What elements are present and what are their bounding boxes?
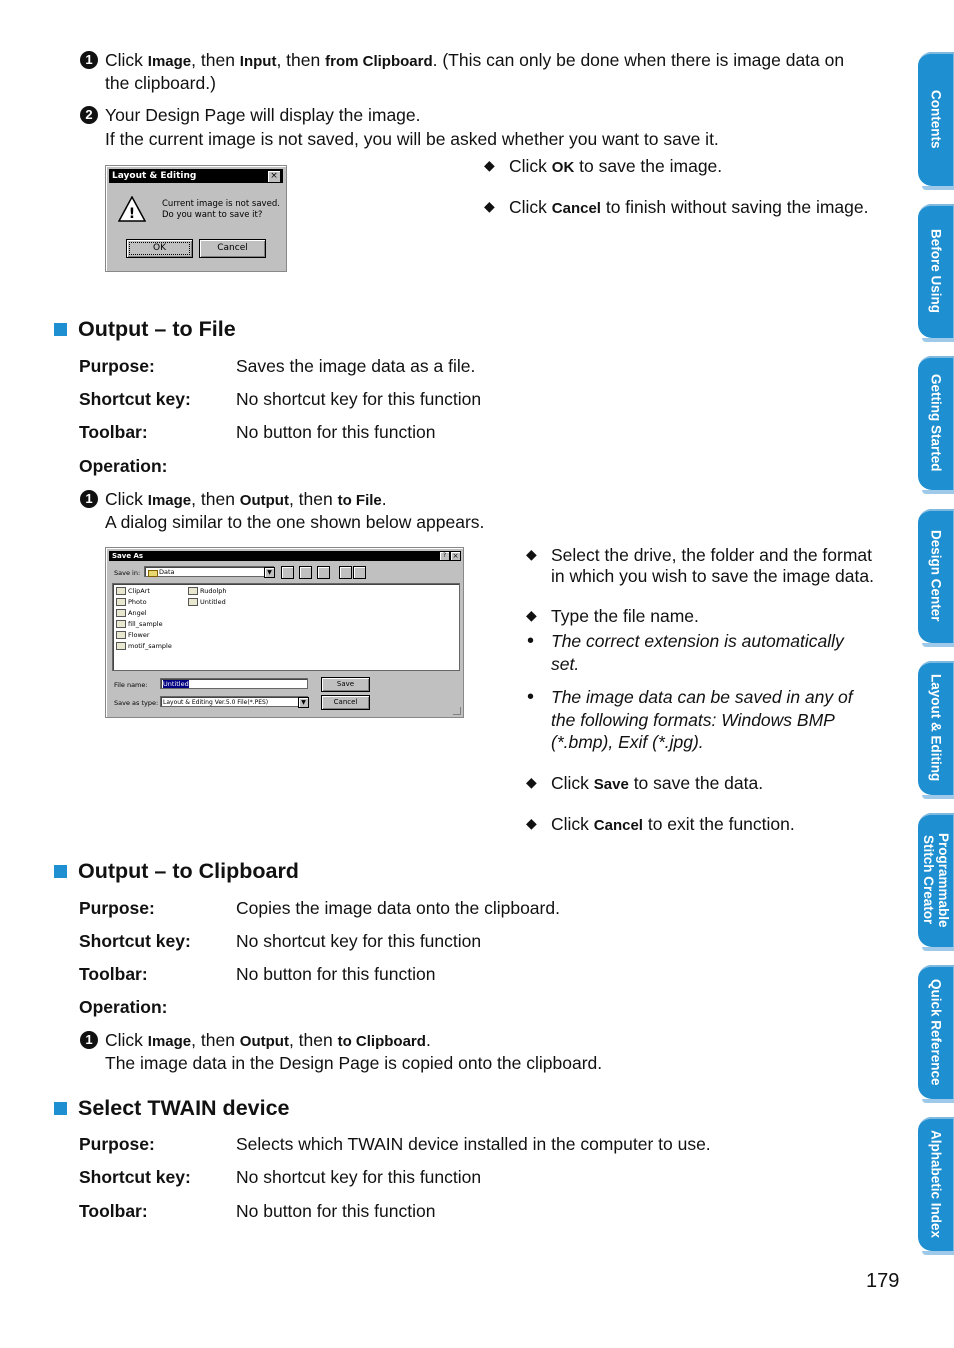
toolbar-label: Toolbar:	[79, 964, 148, 984]
shortcut-label: Shortcut key:	[79, 1167, 191, 1187]
section-title: Output – to File	[78, 317, 236, 341]
section-title: Select TWAIN device	[78, 1096, 290, 1120]
bullet-dot: •	[527, 630, 535, 652]
purpose-label: Purpose:	[79, 356, 155, 376]
bullet-text: Select the drive, the folder and the format	[551, 545, 873, 565]
step-number: 2	[80, 106, 98, 124]
bullet-text: Click Cancel to exit the function.	[551, 814, 795, 834]
dialog-title: Layout & Editing	[109, 169, 283, 183]
bullet-diamond: ◆	[526, 774, 537, 790]
section-marker	[54, 323, 67, 336]
section-marker	[54, 865, 67, 878]
bullet-diamond: ◆	[484, 198, 495, 214]
bullet-diamond: ◆	[526, 815, 537, 831]
note-text-line2: the following formats: Windows BMP	[551, 710, 835, 730]
bullet-text: Click Cancel to finish without saving the image.	[509, 197, 869, 217]
cancel-button[interactable]: Cancel	[199, 239, 266, 258]
chevron-down-icon[interactable]: ▼	[298, 697, 309, 708]
shortcut-label: Shortcut key:	[79, 389, 191, 409]
close-icon[interactable]: ×	[267, 170, 281, 183]
list-item[interactable]: Angel	[116, 609, 147, 617]
operation-label: Operation:	[79, 997, 168, 1017]
toolbar-label: Toolbar:	[79, 1201, 148, 1221]
shortcut-value: No shortcut key for this function	[236, 931, 482, 951]
bullet-text: Click Save to save the data.	[551, 773, 764, 793]
tab-label: Design Center	[928, 530, 944, 622]
tab-layout-editing[interactable]	[918, 661, 954, 795]
svg-text:!: !	[128, 206, 136, 222]
note-text-line3: (*.bmp), Exif (*.jpg).	[551, 732, 704, 752]
note-text-line2: set.	[551, 654, 580, 674]
bullet-diamond: ◆	[526, 546, 537, 562]
toolbar-value: No button for this function	[236, 422, 436, 442]
dialog-title: Save As	[109, 551, 460, 561]
chevron-down-icon[interactable]: ▼	[264, 567, 275, 578]
warning-icon	[118, 196, 146, 222]
tab-label: Getting Started	[928, 374, 944, 472]
tab-contents[interactable]	[918, 52, 954, 186]
list-item[interactable]: motif_sample	[116, 642, 172, 650]
save-button[interactable]: Save	[321, 677, 370, 692]
list-item[interactable]: fill_sample	[116, 620, 163, 628]
resize-grip-icon[interactable]	[453, 707, 461, 715]
tab-label: Before Using	[928, 228, 944, 313]
bullet-dot: •	[527, 686, 535, 708]
purpose-value: Saves the image data as a file.	[236, 356, 476, 376]
note-text: The correct extension is automatically	[551, 631, 844, 651]
bullet-text: Type the file name.	[551, 606, 699, 626]
step-text: Your Design Page will display the image.	[105, 105, 421, 125]
tab-label: Layout & Editing	[928, 674, 944, 782]
section-title: Output – to Clipboard	[78, 859, 299, 883]
cancel-button[interactable]: Cancel	[321, 695, 370, 710]
list-item[interactable]: Rudolph	[188, 587, 227, 595]
file-list[interactable]	[112, 583, 460, 671]
save-in-label: Save in:	[114, 569, 141, 577]
close-icon[interactable]: ×	[450, 551, 461, 561]
step-number: 1	[80, 1031, 98, 1049]
step-text-line2: the clipboard.)	[105, 73, 216, 93]
page-number: 179	[866, 1270, 900, 1292]
bullet-text: Click OK to save the image.	[509, 156, 723, 176]
bullet-diamond: ◆	[526, 607, 537, 623]
list-item[interactable]: Photo	[116, 598, 147, 606]
tab-alphabetic-index[interactable]	[918, 1117, 954, 1251]
purpose-label: Purpose:	[79, 898, 155, 918]
step-text: Click Image, then Input, then from Clipboard. (This can only be done when there is image data on	[105, 50, 845, 70]
tab-quick-reference[interactable]	[918, 965, 954, 1099]
step-text-line2: If the current image is not saved, you will be asked whether you want to save it.	[105, 129, 719, 149]
help-icon[interactable]: ?	[439, 551, 450, 561]
save-as-type-select[interactable]: Layout & Editing Ver.5.0 File(*.PES)	[160, 696, 308, 707]
bullet-text-line2: in which you wish to save the image data.	[551, 566, 874, 586]
tab-label: Programmable Stitch Creator	[921, 832, 951, 928]
tab-before-using[interactable]	[918, 204, 954, 338]
purpose-label: Purpose:	[79, 1134, 155, 1154]
tab-label: Alphabetic Index	[928, 1129, 944, 1239]
section-marker	[54, 1102, 67, 1115]
list-item[interactable]: ClipArt	[116, 587, 150, 595]
save-as-type-label: Save as type:	[114, 699, 159, 707]
toolbar-value: No button for this function	[236, 964, 436, 984]
purpose-value: Copies the image data onto the clipboard.	[236, 898, 560, 918]
step-number: 1	[80, 51, 98, 69]
step-text: Click Image, then Output, then to File.	[105, 489, 387, 509]
save-confirm-dialog	[105, 165, 287, 272]
tab-programmable-stitch-creator[interactable]	[918, 813, 954, 947]
step-text-line2: A dialog similar to the one shown below appears.	[105, 512, 485, 532]
step-text: Click Image, then Output, then to Clipboard.	[105, 1030, 431, 1050]
shortcut-label: Shortcut key:	[79, 931, 191, 951]
file-name-input[interactable]: Untitled	[160, 678, 308, 689]
shortcut-value: No shortcut key for this function	[236, 1167, 482, 1187]
tab-getting-started[interactable]	[918, 356, 954, 490]
tab-label: Contents	[928, 89, 944, 149]
save-in-select[interactable]: Data	[144, 566, 274, 577]
tab-design-center[interactable]	[918, 509, 954, 643]
list-item[interactable]: Flower	[116, 631, 150, 639]
purpose-value: Selects which TWAIN device installed in the computer to use.	[236, 1134, 711, 1154]
save-as-dialog	[105, 547, 464, 718]
list-item[interactable]: Untitled	[188, 598, 226, 606]
tab-label: Quick Reference	[928, 978, 944, 1086]
step-number: 1	[80, 490, 98, 508]
note-text: The image data can be saved in any of	[551, 687, 853, 707]
toolbar-value: No button for this function	[236, 1201, 436, 1221]
file-name-label: File name:	[114, 681, 148, 689]
up-folder-icon[interactable]	[281, 566, 294, 579]
toolbar-label: Toolbar:	[79, 422, 148, 442]
details-view-icon[interactable]	[353, 566, 366, 579]
step-text-line2: The image data in the Design Page is copied onto the clipboard.	[105, 1053, 603, 1073]
list-view-icon[interactable]	[339, 566, 352, 579]
desktop-icon[interactable]	[299, 566, 312, 579]
new-folder-icon[interactable]	[317, 566, 330, 579]
dialog-message: Current image is not saved. Do you want to save it?	[162, 199, 280, 220]
bullet-diamond: ◆	[484, 157, 495, 173]
operation-label: Operation:	[79, 456, 168, 476]
shortcut-value: No shortcut key for this function	[236, 389, 482, 409]
ok-button[interactable]: OK	[126, 239, 193, 258]
folder-icon	[148, 570, 158, 577]
